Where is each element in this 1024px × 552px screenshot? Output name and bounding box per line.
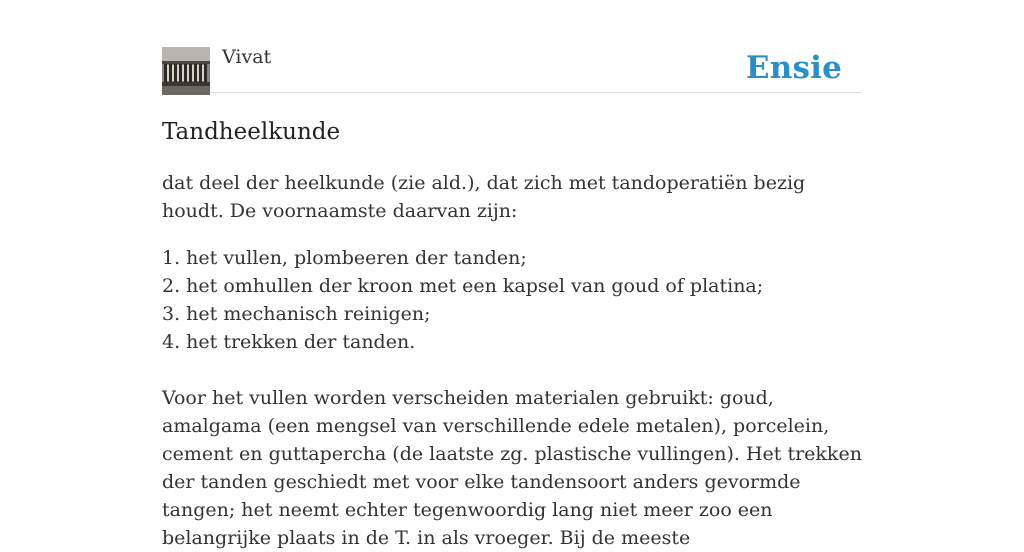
header	[162, 0, 862, 93]
list-item: 2. het omhullen der kroon met een kapsel van goud of platina;	[162, 275, 764, 297]
bookshelf-avatar-icon[interactable]	[162, 47, 210, 95]
page-container	[162, 0, 862, 552]
ensie-logo[interactable]: Ensie	[745, 50, 842, 86]
body-paragraph: Voor het vullen worden verscheiden materialen gebruikt: goud, amalgama (een mengsel van verschillende edele metalen), porcelein, cement en guttapercha (de laatste zg. plastische vullingen). Het trekken der tanden geschiedt met voor elke tandensoort anders gevormde tangen; het neemt echter tegenwoordig lang niet meer zoo een belangrijke plaats in de T. in als vroeger. Bij de meeste	[162, 387, 862, 549]
page-title: Tandheelkunde	[162, 119, 341, 145]
list-item: 4. het trekken der tanden.	[162, 331, 416, 353]
intro-paragraph: dat deel der heelkunde (zie ald.), dat zich met tandoperatiën bezig houdt. De voornaamste daarvan zijn:	[162, 172, 806, 222]
list-item: 3. het mechanisch reinigen;	[162, 303, 431, 325]
author-link[interactable]: Vivat	[222, 46, 272, 68]
operations-list	[162, 244, 862, 356]
list-item: 1. het vullen, plombeeren der tanden;	[162, 247, 527, 269]
